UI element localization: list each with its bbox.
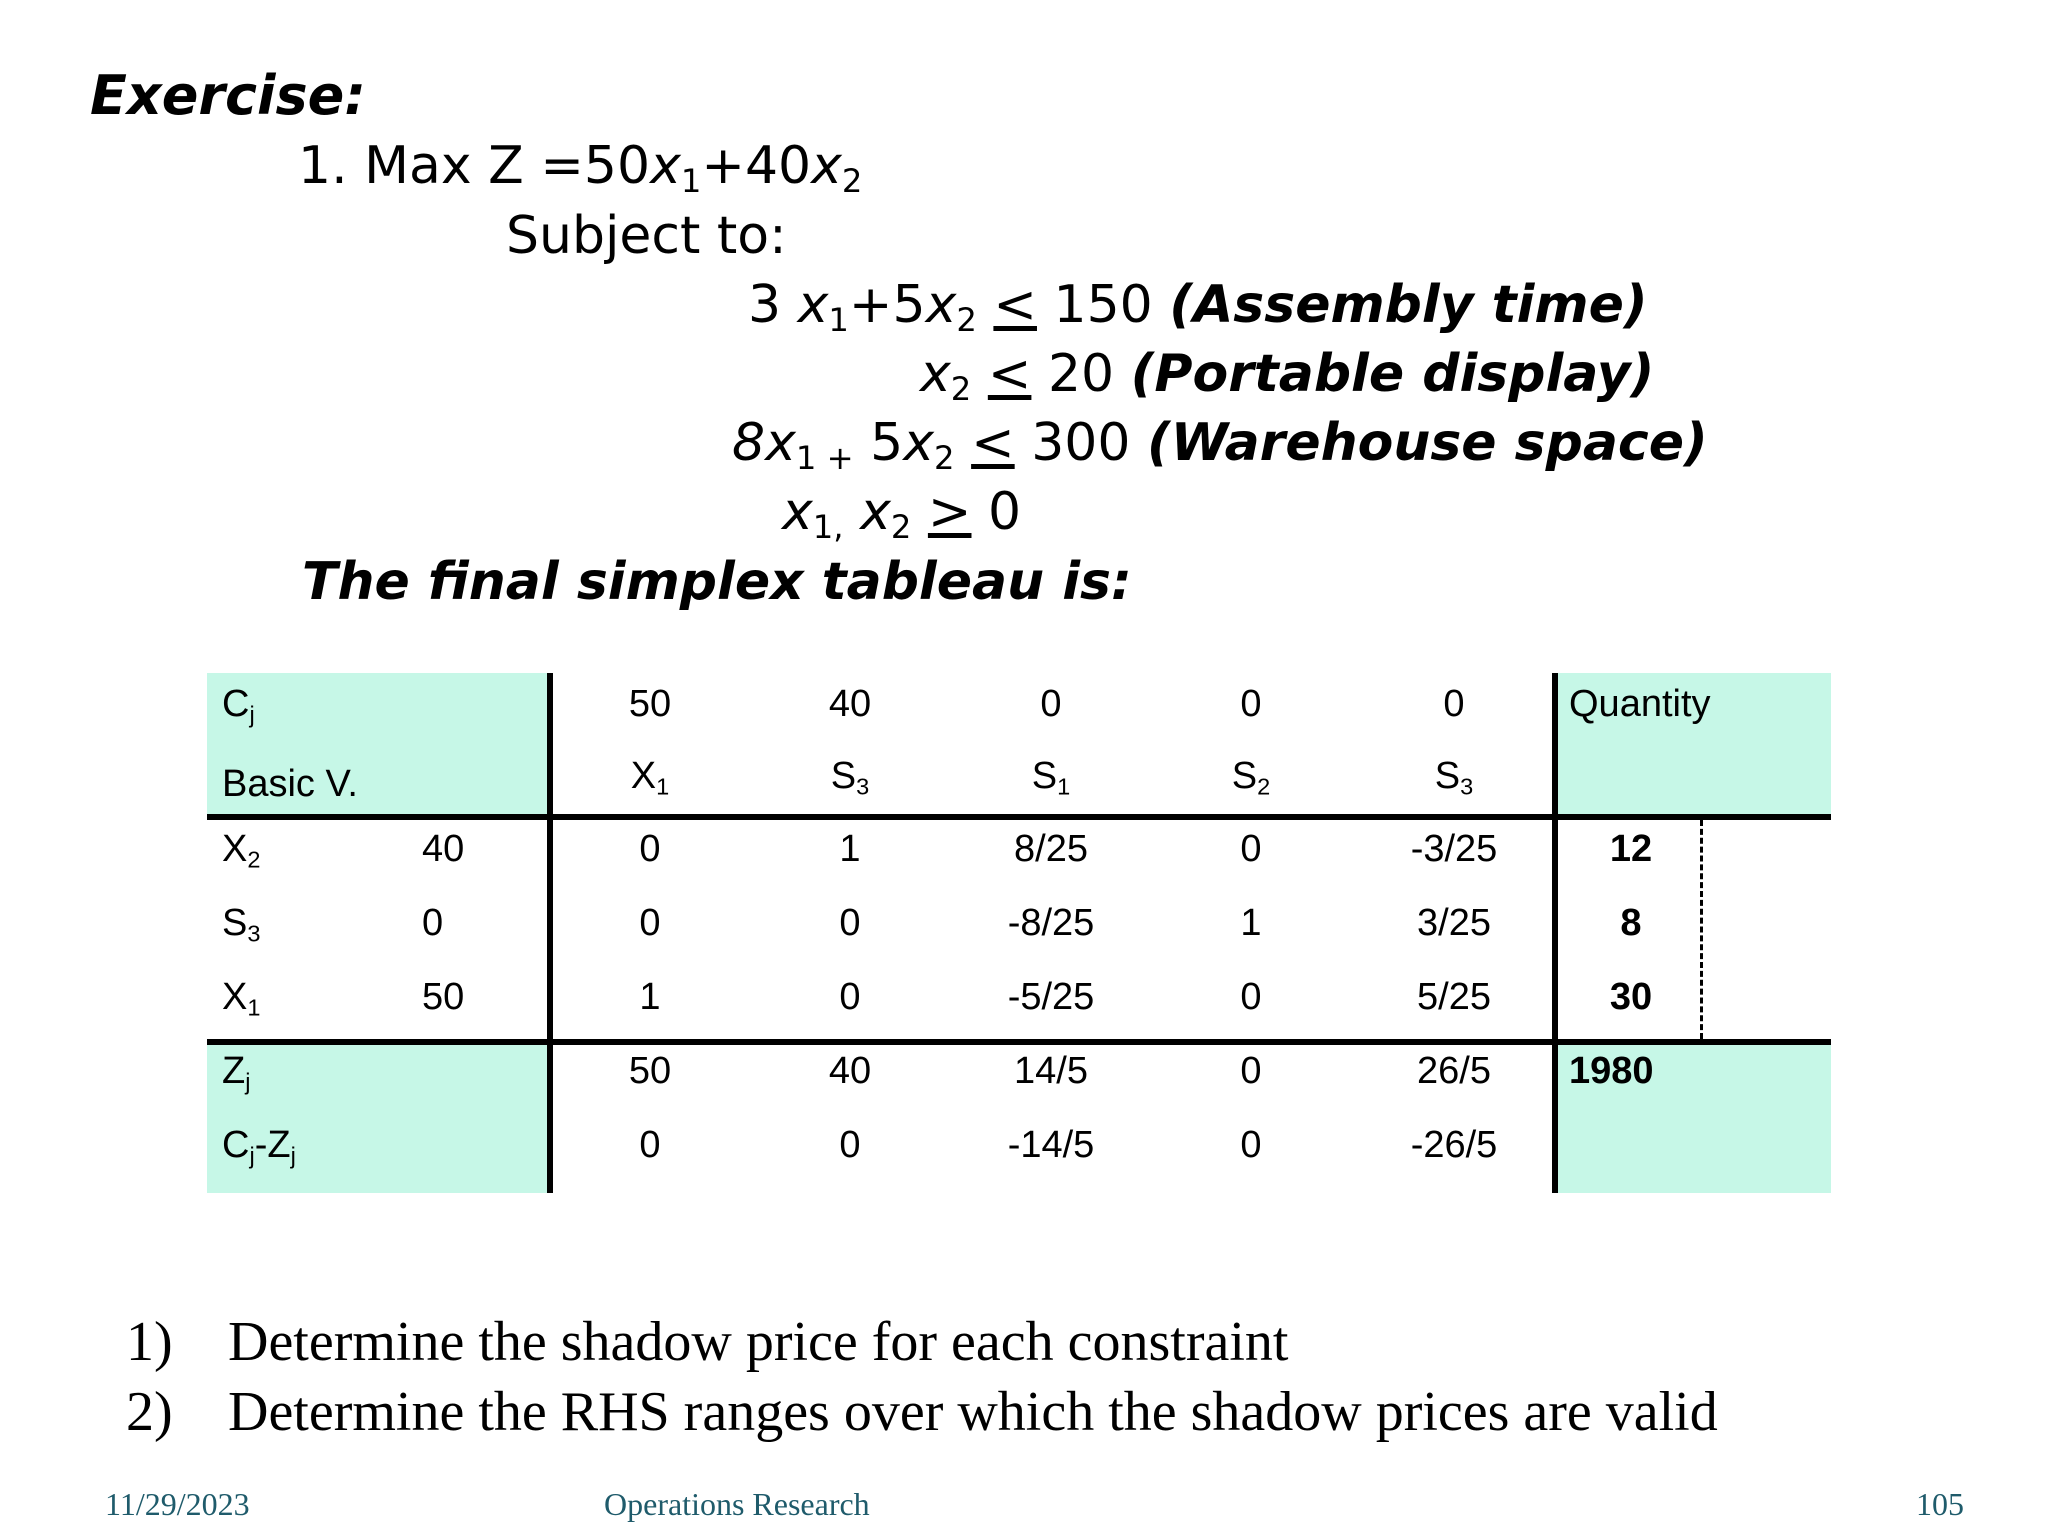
rule-header: [207, 814, 1831, 820]
row-cost: 50: [422, 976, 465, 1018]
table-cell: 3/25: [1417, 902, 1491, 944]
rule-zj: [207, 1039, 1831, 1045]
var-s1: $S_1$: [1031, 755, 1071, 800]
table-cell: 0: [639, 902, 661, 944]
objective-function: 1. Max $Z =50x_1+40x_2$: [298, 136, 863, 201]
footer-course: Operations Research: [604, 1486, 870, 1522]
zj-cell: 14/5: [1014, 1050, 1088, 1092]
table-cell: 1: [1240, 902, 1262, 944]
row-basic-s3: $S_3$: [222, 902, 261, 947]
constraint-portable: $x_2 < 20$ (Portable display): [920, 344, 1655, 409]
table-cell: 0: [639, 828, 661, 870]
row-cost: 40: [422, 828, 465, 870]
zj-cell: 50: [628, 1050, 672, 1092]
table-cell: 0: [839, 976, 861, 1018]
quantity-value: 12: [1609, 828, 1653, 870]
cost-s3a: 40: [828, 683, 872, 725]
table-cell: 5/25: [1417, 976, 1491, 1018]
objective-value: 1980: [1569, 1050, 1654, 1092]
cj-zj-cell: 0: [839, 1124, 861, 1166]
cj-zj-cell: -14/5: [1007, 1124, 1095, 1166]
cj-zj-cell: -26/5: [1410, 1124, 1498, 1166]
table-cell: 0: [1240, 828, 1262, 870]
table-cell: -3/25: [1410, 828, 1498, 870]
var-s3b: $S_3$: [1434, 755, 1474, 800]
zj-cell: 0: [1240, 1050, 1262, 1092]
row-cost: 0: [422, 902, 444, 944]
table-cell: 0: [839, 902, 861, 944]
quantity-value: 30: [1609, 976, 1653, 1018]
cost-s1: 0: [1040, 683, 1062, 725]
constraint-warehouse: $8x_{1 +}$ $5x_2 < 300$ (Warehouse space): [732, 413, 1708, 478]
footer-date: 11/29/2023: [105, 1486, 250, 1522]
table-cell: 8/25: [1014, 828, 1088, 870]
zj-cell: 26/5: [1417, 1050, 1491, 1092]
cj-zj-cell: 0: [1240, 1124, 1262, 1166]
zj-label: $Z_j$: [222, 1050, 251, 1095]
var-s2: $S_2$: [1231, 755, 1271, 800]
question-text: Determine the RHS ranges over which the shadow prices are valid: [228, 1381, 1718, 1443]
divider-right: [1552, 673, 1558, 1193]
table-cell: -8/25: [1007, 902, 1095, 944]
constraint-assembly: 3 $x_1+5x_2 < 150$ (Assembly time): [748, 275, 1648, 340]
table-cell: 0: [1240, 976, 1262, 1018]
var-s3a: $S_3$: [830, 755, 870, 800]
slide-title: Exercise:: [90, 64, 366, 127]
var-x1: $X_1$: [630, 755, 670, 800]
cj-zj-cell: 0: [639, 1124, 661, 1166]
cost-x1: 50: [628, 683, 672, 725]
divider-left: [547, 673, 553, 1193]
dashed-divider: [1700, 820, 1703, 1039]
quantity-value: 8: [1620, 902, 1642, 944]
table-cell: 1: [839, 828, 861, 870]
question-number: 1): [126, 1311, 173, 1373]
subject-to-label: Subject to:: [506, 206, 787, 266]
constraint-nonnegativity: $x_{1,}$ $x_2 > 0$: [782, 482, 1022, 547]
cj-zj-label: $C_j-Z_j$: [222, 1124, 296, 1169]
cj-label: $C_j$: [222, 683, 255, 728]
row-basic-x1: $X_1$: [222, 976, 261, 1021]
zj-left-bg: [207, 1042, 549, 1193]
question-text: Determine the shadow price for each constraint: [228, 1311, 1289, 1373]
cost-s3b: 0: [1443, 683, 1465, 725]
row-basic-x2: $X_2$: [222, 828, 261, 873]
simplex-tableau: [207, 673, 1831, 1193]
table-cell: -5/25: [1007, 976, 1095, 1018]
footer-page-number: 105: [1916, 1486, 1964, 1522]
tableau-intro: The final simplex tableau is:: [302, 552, 1132, 612]
quantity-label: Quantity: [1569, 683, 1711, 725]
zj-cell: 40: [828, 1050, 872, 1092]
table-cell: 1: [639, 976, 661, 1018]
cost-s2: 0: [1240, 683, 1262, 725]
basic-variable-label: Basic V.: [222, 763, 358, 805]
question-number: 2): [126, 1381, 173, 1443]
